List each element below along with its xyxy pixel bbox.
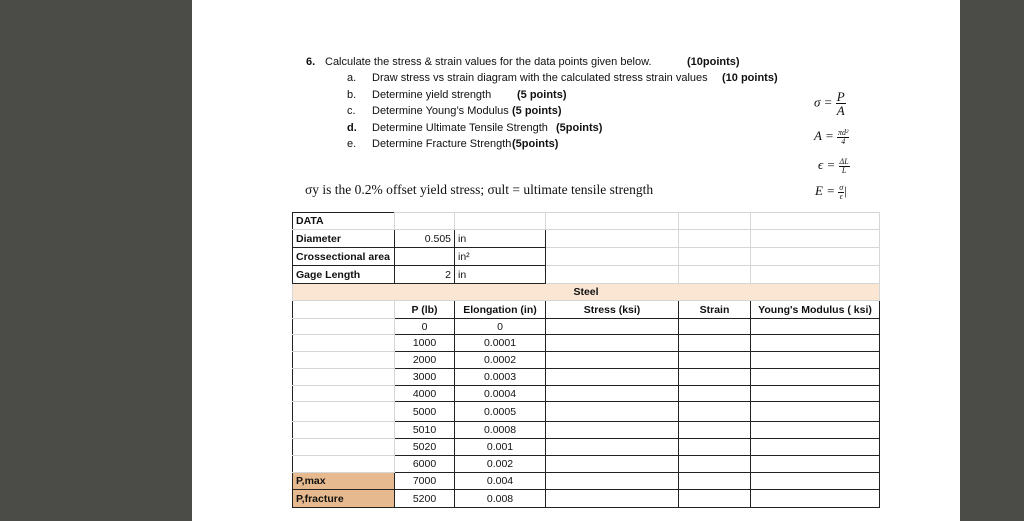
elongation-cell[interactable]: 0.002 — [455, 456, 546, 473]
stress-cell[interactable] — [546, 319, 679, 335]
item-letter: d. — [347, 122, 357, 134]
header-youngs-modulus: Young's Modulus ( ksi) — [751, 301, 880, 319]
row-label — [293, 456, 395, 473]
stress-cell[interactable] — [546, 439, 679, 456]
formula-lhs: ϵ = — [818, 157, 836, 172]
youngs-modulus-cell[interactable] — [751, 386, 880, 402]
stress-formula — [814, 90, 846, 117]
youngs-modulus-cell[interactable] — [751, 456, 880, 473]
elongation-cell[interactable]: 0.008 — [455, 490, 546, 508]
strain-cell[interactable] — [679, 335, 751, 352]
load-cell[interactable]: 3000 — [395, 369, 455, 386]
formula-numerator: ΔL — [839, 156, 849, 166]
formula-denominator: 4 — [841, 136, 846, 146]
strain-cell[interactable] — [679, 473, 751, 490]
stress-cell[interactable] — [546, 490, 679, 508]
prop-unit: in² — [455, 248, 546, 266]
table-row — [293, 422, 880, 439]
table-row — [293, 456, 880, 473]
table-row — [293, 386, 880, 402]
item-points: (5points) — [556, 122, 603, 134]
load-cell[interactable]: 5020 — [395, 439, 455, 456]
item-text: Determine yield strength — [372, 89, 492, 101]
item-points: (5points) — [512, 138, 559, 150]
elongation-cell[interactable]: 0.001 — [455, 439, 546, 456]
youngs-modulus-cell[interactable] — [751, 369, 880, 386]
load-cell[interactable]: 5200 — [395, 490, 455, 508]
formula-numerator: P — [836, 89, 845, 104]
stress-cell[interactable] — [546, 386, 679, 402]
row-label — [293, 402, 395, 422]
youngs-modulus-cell[interactable] — [751, 319, 880, 335]
elongation-cell[interactable]: 0.0005 — [455, 402, 546, 422]
youngs-modulus-cell[interactable] — [751, 422, 880, 439]
load-cell[interactable]: 5010 — [395, 422, 455, 439]
item-text: Determine Fracture Strength — [372, 138, 512, 150]
strain-cell[interactable] — [679, 490, 751, 508]
prop-row — [293, 230, 880, 248]
youngs-modulus-cell[interactable] — [751, 439, 880, 456]
prop-unit: in — [455, 266, 546, 284]
strain-cell[interactable] — [679, 352, 751, 369]
youngs-modulus-cell[interactable] — [751, 473, 880, 490]
elongation-cell[interactable]: 0.0003 — [455, 369, 546, 386]
item-points: (5 points) — [517, 89, 567, 101]
formula-denominator: ϵ — [839, 191, 843, 201]
row-label — [293, 335, 395, 352]
row-label — [293, 352, 395, 369]
strain-cell[interactable] — [679, 422, 751, 439]
question-points: (10points) — [687, 56, 740, 68]
row-label — [293, 439, 395, 456]
row-label — [293, 319, 395, 335]
question-number: 6. — [306, 56, 316, 68]
youngs-modulus-cell[interactable] — [751, 402, 880, 422]
youngs-modulus-cell[interactable] — [751, 335, 880, 352]
prop-label: Crossectional area — [293, 248, 395, 266]
prop-value[interactable]: 2 — [395, 266, 455, 284]
youngs-modulus-cell[interactable] — [751, 352, 880, 369]
item-points: (10 points) — [722, 72, 778, 84]
item-text: Determine Young’s Modulus — [372, 105, 509, 117]
item-letter: a. — [347, 72, 357, 84]
data-label: DATA — [293, 213, 395, 230]
formula-denominator: A — [836, 103, 845, 118]
formula-lhs: A = — [814, 128, 834, 143]
strain-cell[interactable] — [679, 386, 751, 402]
strain-cell[interactable] — [679, 402, 751, 422]
stress-cell[interactable] — [546, 456, 679, 473]
table-row — [293, 335, 880, 352]
row-label: P,max — [293, 473, 395, 490]
row-label — [293, 369, 395, 386]
strain-cell[interactable] — [679, 319, 751, 335]
youngs-modulus-cell[interactable] — [751, 490, 880, 508]
elongation-cell[interactable]: 0 — [455, 319, 546, 335]
prop-row — [293, 248, 880, 266]
formula-numerator: σ — [839, 182, 844, 192]
table-row — [293, 473, 880, 490]
question-title: Calculate the stress & strain values for the data points given below. — [325, 56, 652, 68]
item-letter: c. — [347, 105, 356, 117]
item-letter: e. — [347, 138, 357, 150]
header-strain: Strain — [679, 301, 751, 319]
load-cell[interactable]: 4000 — [395, 386, 455, 402]
load-cell[interactable]: 0 — [395, 319, 455, 335]
material-header: Steel — [293, 284, 880, 301]
table-row — [293, 490, 880, 508]
table-row — [293, 369, 880, 386]
item-text: Draw stress vs strain diagram with the calculated stress strain values — [372, 72, 708, 84]
elongation-cell[interactable]: 0.0008 — [455, 422, 546, 439]
prop-label: Gage Length — [293, 266, 395, 284]
strain-formula — [818, 157, 850, 175]
formula-lhs: E = — [815, 183, 835, 198]
stress-cell[interactable] — [546, 335, 679, 352]
stress-cell[interactable] — [546, 422, 679, 439]
row-label: P,fracture — [293, 490, 395, 508]
formula-numerator: πd² — [837, 127, 849, 137]
stress-cell[interactable] — [546, 402, 679, 422]
header-load: P (lb) — [395, 301, 455, 319]
column-headers — [293, 301, 880, 319]
formula-denominator: L — [841, 165, 847, 175]
formula-lhs: σ = — [814, 94, 833, 110]
data-table — [292, 212, 880, 508]
row-label — [293, 386, 395, 402]
strain-cell[interactable] — [679, 369, 751, 386]
load-cell[interactable]: 1000 — [395, 335, 455, 352]
load-cell[interactable]: 6000 — [395, 456, 455, 473]
table-row — [293, 402, 880, 422]
elongation-cell[interactable]: 0.004 — [455, 473, 546, 490]
elongation-cell[interactable]: 0.0004 — [455, 386, 546, 402]
modulus-formula: E = $\frac{\sigma}{\epsilon}$ | — [815, 182, 847, 201]
table-row — [293, 319, 880, 335]
header-stress: Stress (ksi) — [546, 301, 679, 319]
prop-value[interactable]: 0.505 — [395, 230, 455, 248]
elongation-cell[interactable]: 0.0001 — [455, 335, 546, 352]
header-elongation: Elongation (in) — [455, 301, 546, 319]
prop-value[interactable] — [395, 248, 455, 266]
item-letter: b. — [347, 89, 357, 101]
item-text: Determine Ultimate Tensile Strength — [372, 122, 548, 134]
table-row — [293, 352, 880, 369]
load-cell[interactable]: 7000 — [395, 473, 455, 490]
item-points: (5 points) — [512, 105, 562, 117]
table-row — [293, 439, 880, 456]
yield-note: σy is the 0.2% offset yield stress; σult = ultimate tensile strength — [305, 182, 654, 197]
area-formula — [814, 128, 849, 146]
row-label — [293, 422, 395, 439]
prop-unit: in — [455, 230, 546, 248]
load-cell[interactable]: 2000 — [395, 352, 455, 369]
strain-cell[interactable] — [679, 456, 751, 473]
stress-cell[interactable] — [546, 352, 679, 369]
stress-cell[interactable] — [546, 473, 679, 490]
elongation-cell[interactable]: 0.0002 — [455, 352, 546, 369]
prop-row — [293, 266, 880, 284]
stress-cell[interactable] — [546, 369, 679, 386]
prop-label: Diameter — [293, 230, 395, 248]
load-cell[interactable]: 5000 — [395, 402, 455, 422]
strain-cell[interactable] — [679, 439, 751, 456]
